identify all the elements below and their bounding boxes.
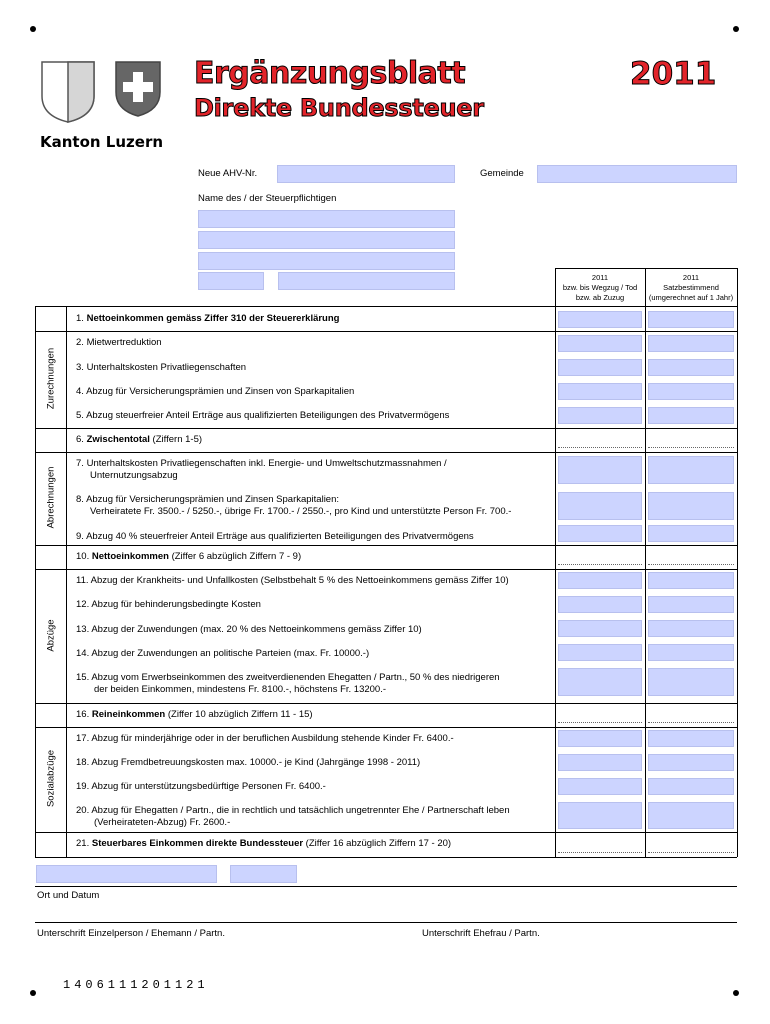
- total-6-col2: [648, 447, 734, 448]
- row-15: 15. Abzug vom Erwerbseinkommen des zweitverdienenden Ehegatten / Partn., 50 % des niedrigeren der beiden Einkommen, mindestens Fr. 8100.-, höchstens Fr. 13200.-: [76, 672, 500, 695]
- row-14: 14. Abzug der Zuwendungen an politische Parteien (max. Fr. 10000.-): [76, 648, 370, 659]
- row-2: 2. Mietwertreduktion: [76, 337, 162, 348]
- datum-field[interactable]: [230, 865, 297, 883]
- column-header-1: 2011 bzw. bis Wegzug / Tod bzw. ab Zuzug: [562, 273, 638, 302]
- city-field[interactable]: [278, 272, 455, 290]
- section-sozialabzuege: Sozialabzüge: [45, 749, 57, 808]
- section-zurechnungen: Zurechnungen: [45, 347, 57, 410]
- row-4: 4. Abzug für Versicherungsprämien und Zinsen von Sparkapitalien: [76, 386, 355, 397]
- row-12: 12. Abzug für behinderungsbedingte Kosten: [76, 599, 261, 610]
- signature-2-label: Unterschrift Ehefrau / Partn.: [422, 928, 540, 939]
- amount-14-col2[interactable]: [648, 644, 734, 661]
- total-16-col2: [648, 722, 734, 723]
- total-10-col2: [648, 564, 734, 565]
- amount-15-col1[interactable]: [558, 668, 642, 696]
- row-7: 7. Unterhaltskosten Privatliegenschaften inkl. Energie- und Umweltschutzmassnahmen / Unternutzungsabzug: [76, 458, 447, 481]
- total-21-col1: [558, 852, 642, 853]
- column-header-2: 2011 Satzbestimmend (umgerechnet auf 1 Jahr): [648, 273, 734, 302]
- amount-4-col1[interactable]: [558, 383, 642, 400]
- amount-18-col1[interactable]: [558, 754, 642, 771]
- row-8: 8. Abzug für Versicherungsprämien und Zinsen Sparkapitalien: Verheiratete Fr. 3500.- / 5250.-, übrige Fr. 1700.- / 2550.-, pro Kind und unterstützte Person Fr. 700.-: [76, 494, 512, 517]
- amount-12-col1[interactable]: [558, 596, 642, 613]
- name-field-1[interactable]: [198, 210, 455, 228]
- amount-2-col2[interactable]: [648, 335, 734, 352]
- amount-8-col1[interactable]: [558, 492, 642, 520]
- amount-11-col1[interactable]: [558, 572, 642, 589]
- row-18: 18. Abzug Fremdbetreuungskosten max. 10000.- je Kind (Jahrgänge 1998 - 2011): [76, 757, 421, 768]
- swiss-cross-icon: [114, 60, 162, 118]
- amount-1-col2[interactable]: [648, 311, 734, 328]
- name-field-2[interactable]: [198, 231, 455, 249]
- row-16: 16. Reineinkommen (Ziffer 10 abzüglich Ziffern 11 - 15): [76, 709, 313, 720]
- total-16-col1: [558, 722, 642, 723]
- registration-mark-tr: [733, 26, 739, 32]
- section-abrechnungen: Abrechnungen: [45, 466, 57, 529]
- amount-19-col1[interactable]: [558, 778, 642, 795]
- amount-4-col2[interactable]: [648, 383, 734, 400]
- registration-mark-br: [733, 990, 739, 996]
- amount-17-col1[interactable]: [558, 730, 642, 747]
- amount-13-col2[interactable]: [648, 620, 734, 637]
- row-10: 10. Nettoeinkommen (Ziffer 6 abzüglich Ziffern 7 - 9): [76, 551, 302, 562]
- amount-3-col2[interactable]: [648, 359, 734, 376]
- canton-name: Kanton Luzern: [40, 133, 164, 151]
- amount-2-col1[interactable]: [558, 335, 642, 352]
- amount-12-col2[interactable]: [648, 596, 734, 613]
- amount-7-col1[interactable]: [558, 456, 642, 484]
- amount-5-col2[interactable]: [648, 407, 734, 424]
- row-9: 9. Abzug 40 % steuerfreier Anteil Erträge aus qualifizierten Beteiligungen des Privatvermögens: [76, 531, 474, 542]
- form-year: 2011: [630, 56, 717, 92]
- amount-9-col1[interactable]: [558, 525, 642, 542]
- amount-18-col2[interactable]: [648, 754, 734, 771]
- row-21: 21. Steuerbares Einkommen direkte Bundessteuer (Ziffer 16 abzüglich Ziffern 17 - 20): [76, 838, 452, 849]
- gemeinde-label: Gemeinde: [480, 168, 524, 179]
- amount-8-col2[interactable]: [648, 492, 734, 520]
- amount-17-col2[interactable]: [648, 730, 734, 747]
- amount-20-col1[interactable]: [558, 802, 642, 829]
- amount-19-col2[interactable]: [648, 778, 734, 795]
- zip-field[interactable]: [198, 272, 264, 290]
- row-1: 1. Nettoeinkommen gemäss Ziffer 310 der Steuererklärung: [76, 313, 340, 324]
- total-6-col1: [558, 447, 642, 448]
- amount-7-col2[interactable]: [648, 456, 734, 484]
- name-field-3[interactable]: [198, 252, 455, 270]
- row-13: 13. Abzug der Zuwendungen (max. 20 % des Nettoeinkommens gemäss Ziffer 10): [76, 624, 422, 635]
- row-5: 5. Abzug steuerfreier Anteil Erträge aus qualifizierten Beteiligungen des Privatvermögens: [76, 410, 450, 421]
- amount-14-col1[interactable]: [558, 644, 642, 661]
- amount-13-col1[interactable]: [558, 620, 642, 637]
- section-abzuege: Abzüge: [45, 619, 57, 652]
- row-6: 6. Zwischentotal (Ziffern 1-5): [76, 434, 203, 445]
- row-20: 20. Abzug für Ehegatten / Partn., die in rechtlich und tatsächlich ungetrennter Ehe / Partnerschaft leben (Verheirateten-Abzug) Fr. 2600.-: [76, 805, 510, 828]
- ahv-field[interactable]: [277, 165, 455, 183]
- registration-mark-bl: [30, 990, 36, 996]
- registration-mark-tl: [30, 26, 36, 32]
- amount-1-col1[interactable]: [558, 311, 642, 328]
- amount-15-col2[interactable]: [648, 668, 734, 696]
- ahv-label: Neue AHV-Nr.: [198, 168, 258, 179]
- row-19: 19. Abzug für unterstützungsbedürftige Personen Fr. 6400.-: [76, 781, 326, 792]
- amount-11-col2[interactable]: [648, 572, 734, 589]
- signature-1-label: Unterschrift Einzelperson / Ehemann / Partn.: [37, 928, 225, 939]
- gemeinde-field[interactable]: [537, 165, 737, 183]
- row-11: 11. Abzug der Krankheits- und Unfallkosten (Selbstbehalt 5 % des Nettoeinkommens gemäss Ziffer 10): [76, 575, 509, 586]
- total-10-col1: [558, 564, 642, 565]
- ort-field[interactable]: [36, 865, 217, 883]
- title-line-1: Ergänzungsblatt: [194, 56, 466, 91]
- name-label: Name des / der Steuerpflichtigen: [198, 193, 337, 204]
- total-21-col2: [648, 852, 734, 853]
- amount-5-col1[interactable]: [558, 407, 642, 424]
- title-line-2: Direkte Bundessteuer: [194, 94, 484, 122]
- row-17: 17. Abzug für minderjährige oder in der beruflichen Ausbildung stehende Kinder Fr. 6400.-: [76, 733, 454, 744]
- amount-9-col2[interactable]: [648, 525, 734, 542]
- ort-datum-label: Ort und Datum: [37, 890, 100, 901]
- amount-20-col2[interactable]: [648, 802, 734, 829]
- amount-3-col1[interactable]: [558, 359, 642, 376]
- luzern-coat-of-arms-icon: [40, 60, 96, 124]
- form-code: 1406111201121: [63, 978, 209, 992]
- row-3: 3. Unterhaltskosten Privatliegenschaften: [76, 362, 247, 373]
